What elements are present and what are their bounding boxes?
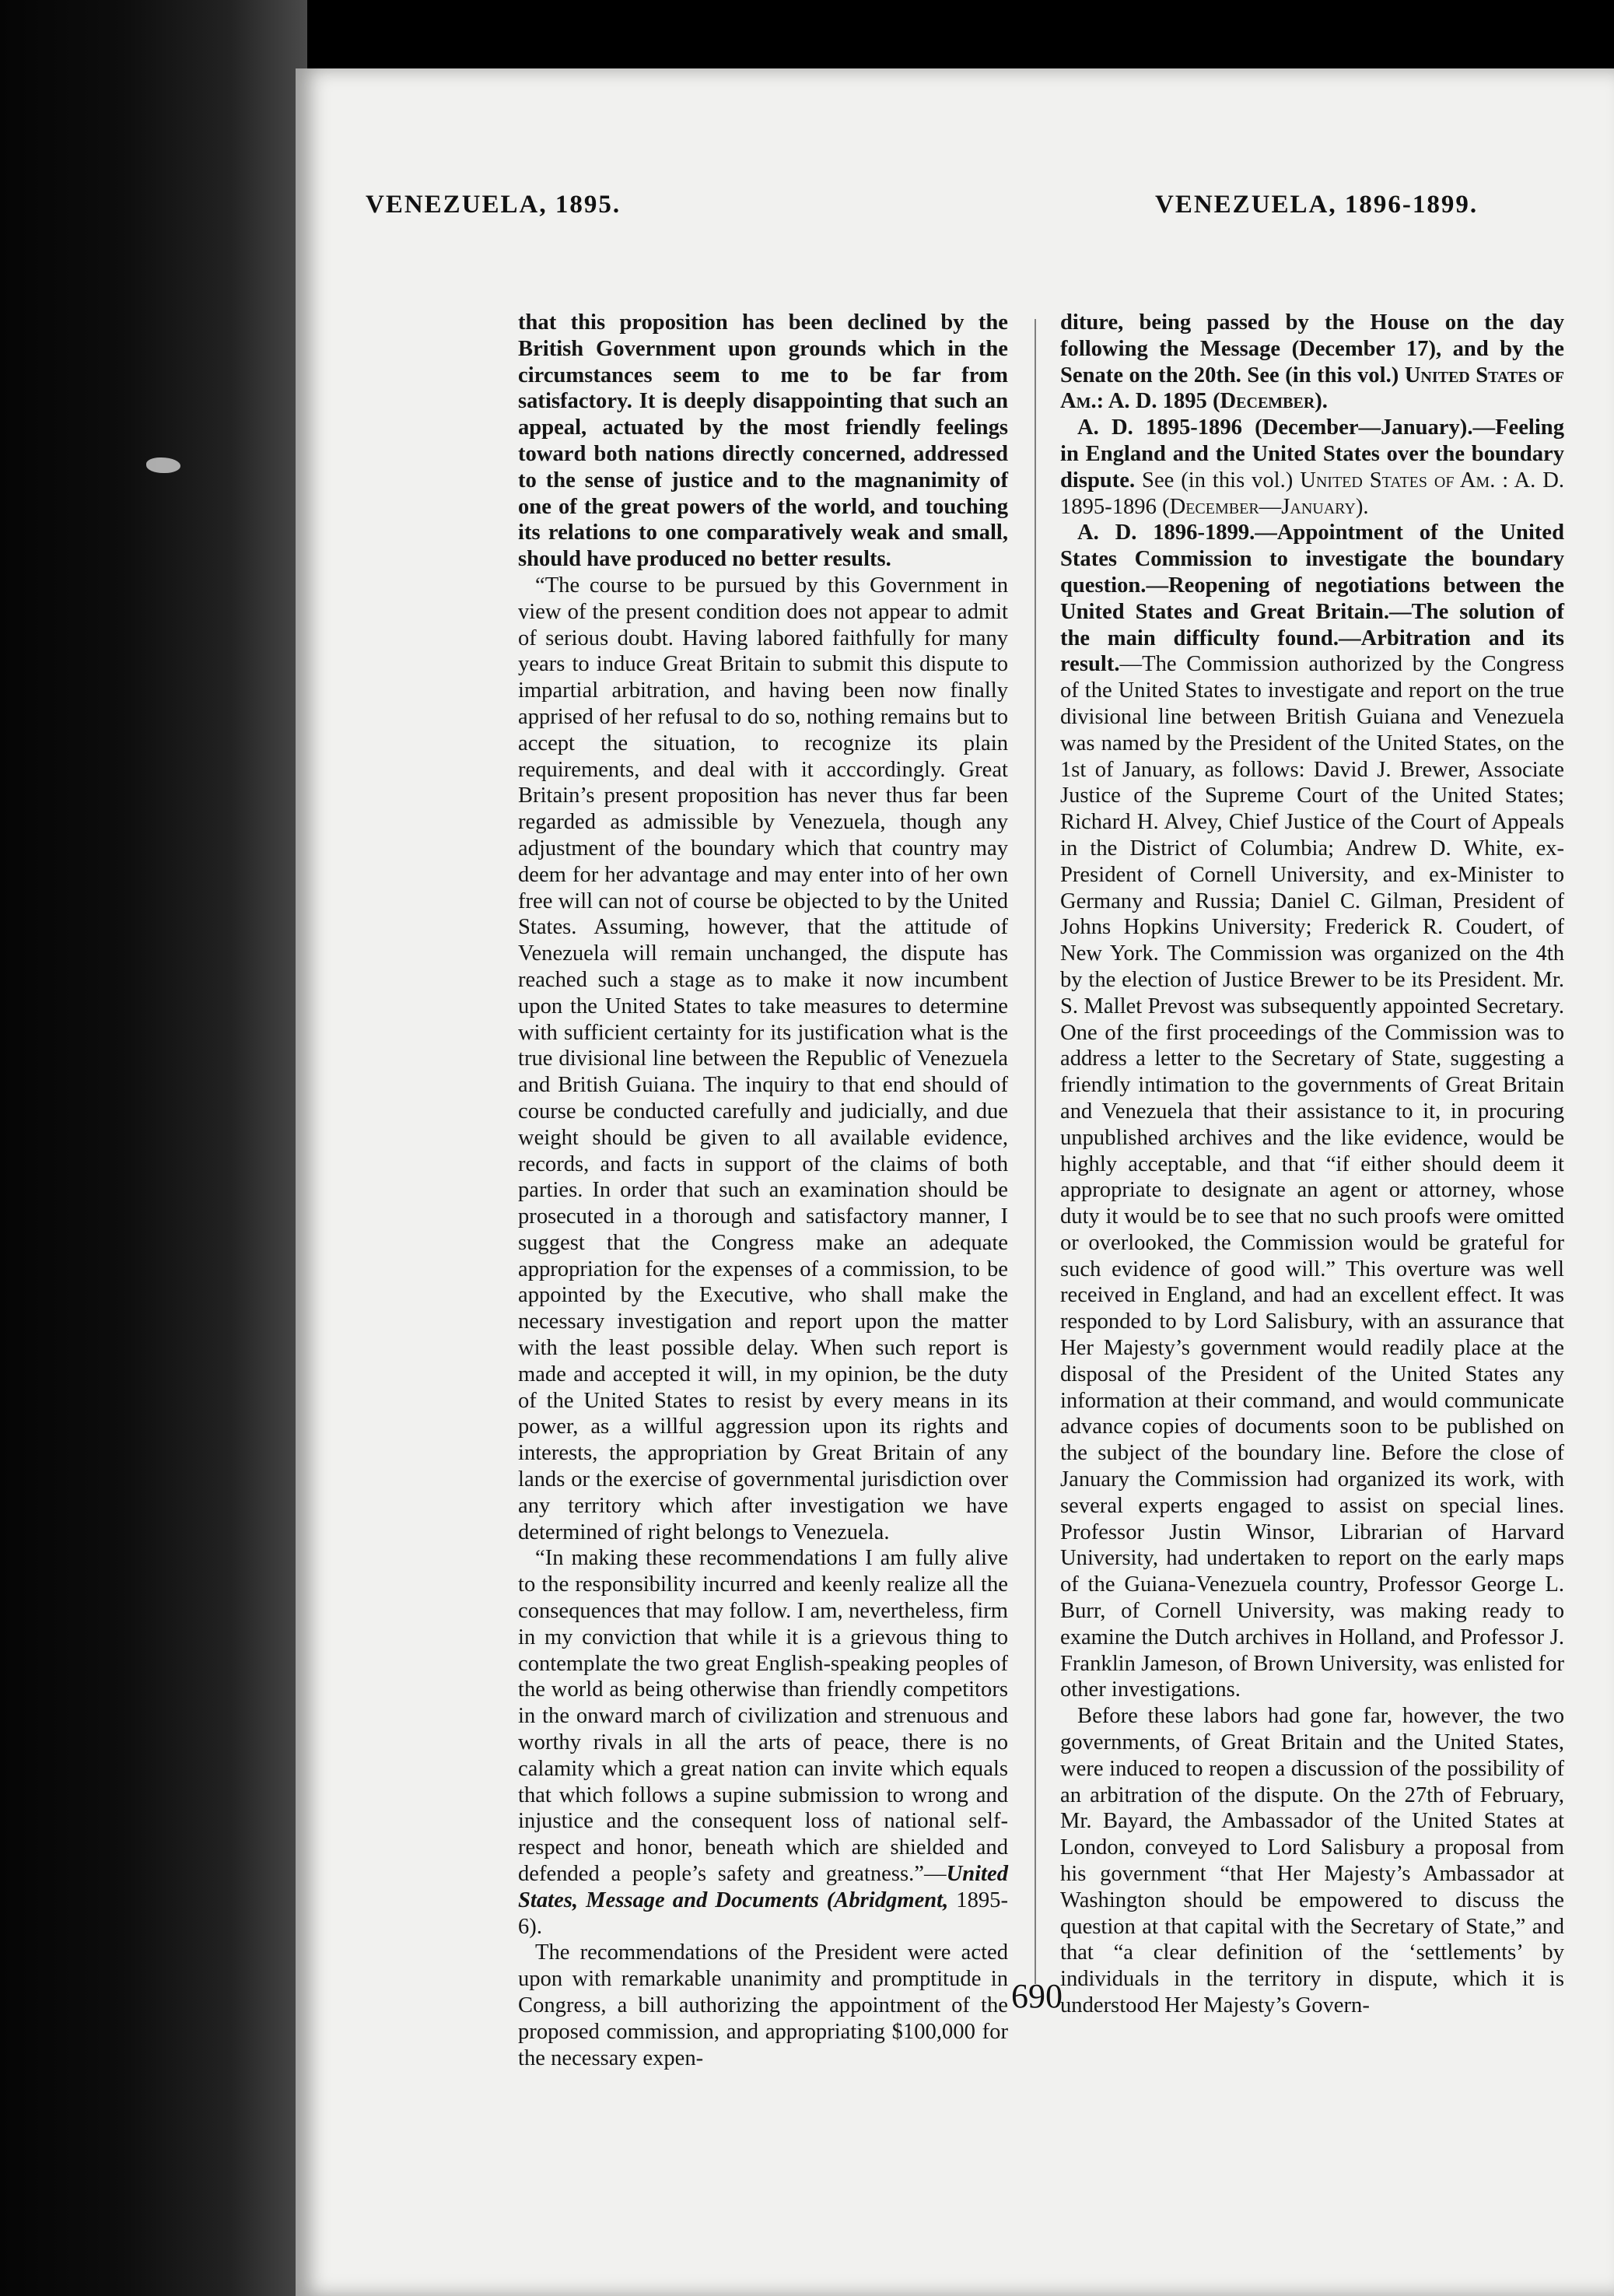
continued-text: diture, being passed by the House on the day following the Message (December 17), and by the Senate on the 20th. See (in this vol.) (1060, 310, 1564, 387)
scan-dark-margin (0, 0, 307, 2296)
entry (1060, 415, 1564, 520)
citation-source: United States, Message and Documents (Abridgment, (518, 1862, 1008, 1912)
paragraph: Before these labors had gone far, however, the two governments, of Great Britain and the United States, were induced to reopen a discussion of the possibility of an arbitration of the dispute. On the 27th of February, Mr. Bayard, the Ambassador of the United States at London, conveyed to Lord Salisbury a proposal from his government “that Her Majesty’s Ambassador at Washington should be empowered to discuss the question at that capital with the Secretary of State,” and that “a clear definition of the ‘settlements’ by individuals in the territory in dispute, which it is understood Her Majesty’s Govern- (1060, 1704, 1564, 2017)
paragraph: “The course to be pursued by this Government in view of the present condition does not appear to admit of serious doubt. Having labored faithfully for many years to induce Great Britain to submit this dispute to impartial arbitration, and having been now finally apprised of her refusal to do so, nothing remains but to accept the situation, to recognize its plain requirements, and deal with it acccordingly. Great Britain’s present proposition has never thus far been regarded as admissible by Venezuela, though any adjustment of the boundary which that country may deem for her advantage and may enter into of her own free will can not of course be objected to by the United States. Assuming, however, that the attitude of Venezuela will remain unchanged, the dispute has reached such a stage as to make it now incumbent upon the United States to take measures to determine with sufficient certainty for its justification what is the true divisional line between the Republic of Venezuela and British Guiana. The inquiry to that end should of course be conducted carefully and judicially, and due weight should be given to all available evidence, records, and facts in support of the claims of both parties. In order that such an examination should be prosecuted in a thorough and satisfactory manner, I suggest that the Congress make an adequate appropriation for the expenses of a commission, to be appointed by the Executive, who shall make the necessary investigation and report upon the matter with the least possible delay. When such report is made and accepted it will, in my opinion, be the duty of the United States to resist by every means in its power, as a willful aggression upon its rights and interests, the appropriation by Great Britain of any lands or the exercise of governmental jurisdiction over any territory which after investigation we have determined of right belongs to Venezuela. (518, 573, 1008, 1544)
left-text-column (518, 310, 1009, 2070)
column-divider (1035, 319, 1036, 1984)
paragraph: The recommendations of the President were acted upon with remarkable unanimity and promptitude in Congress, a bill authorizing the appointment of the proposed commission, and appropriating $100,000 for the necessary expen- (518, 1940, 1008, 2070)
paragraph (518, 1545, 1008, 1940)
citation-years: 1895-6). (518, 1888, 1009, 1939)
paragraph (1060, 310, 1564, 415)
cross-reference: United States of Am. : A. D. 1895-1896 (December—January). (1060, 468, 1564, 519)
entry-heading: A. D. 1896-1899.—Appointment of the United States Commission to investigate the boundary question.—Reopening of negotiations between the United States and Great Britain.—The solution of the main difficulty found.—Arbitration and its result. (1060, 521, 1564, 677)
right-text-column (1060, 310, 1564, 2017)
running-header-left: VENEZUELA, 1895. (366, 191, 621, 219)
paragraph: that this proposition has been declined by the British Government upon grounds which in the circumstances seem to me to be far from satisfactory. It is deeply disappointing that such an appeal, actuated by the most friendly feelings toward both nations directly concerned, addressed to the sense of justice and to the magnanimity of one of the great powers of the world, and touching its relations to one comparatively weak and small, should have produced no better results. (518, 310, 1008, 572)
entry-heading: A. D. 1895-1896 (December—January).—Feeling in England and the United States over the boundary dispute. (1060, 415, 1564, 493)
entry (1060, 520, 1564, 1703)
quote-text: “In making these recommendations I am fully alive to the responsibility incurred and keenly realize all the consequences that may follow. I am, nevertheless, firm in my conviction that while it is a grievous thing to contemplate the two great English-speaking peoples of the world as being otherwise than friendly competitors in the onward march of civilization and strenuous and worthy rivals in all the arts of peace, there is no calamity which a great nation can invite which equals that which follows a supine submission to wrong and injustice and the consequent loss of national self-respect and honor, beneath which are shielded and defended a people’s safety and greatness.”— (518, 1546, 1008, 1887)
scan-speck (146, 457, 180, 473)
entry-text: See (in this vol.) (1135, 468, 1301, 493)
entry-text: —The Commission authorized by the Congress of the United States to investigate and report on the true divisional line between British Guiana and Venezuela was named by the President of the United States, on the 1st of January, as follows: David J. Brewer, Associate Justice of the Supreme Court of the United States; Richard H. Alvey, Chief Justice of the Court of Appeals in the District of Columbia; Andrew D. White, ex-President of Cornell University, and ex-Minister to Germany and Russia; Daniel C. Gilman, President of Johns Hopkins University; Frederick R. Coudert, of New York. The Commission was organized on the 4th by the election of Justice Brewer to be its President. Mr. S. Mallet Prevost was subsequently appointed Secretary. One of the first proceedings of the Commission was to address a letter to the Secretary of State, suggesting a friendly intimation to the governments of Great Britain and Venezuela that their assistance to it, in procuring unpublished archives and the like evidence, would be highly acceptable, and that “if either should deem it appropriate to designate an agent or attorney, whose duty it would be to see that no such proofs were omitted or overlooked, the Commission would be grateful for such evidence of good will.” This overture was well received in England, and had an excellent effect. It was responded to by Lord Salisbury, with an assurance that Her Majesty’s government would readily place at the disposal of the President of the United States any information at their command, and would communicate advance copies of documents soon to be published on the subject of the boundary line. Before the close of January the Commission had organized its work, with several experts engaged to assist on special lines. Professor Justin Winsor, Librarian of Harvard University, had undertaken to report on the early maps of the Guiana-Venezuela country, Professor George L. Burr, of Cornell University, was making ready to examine the Dutch archives in Holland, and Professor J. Franklin Jameson, of Brown University, was enlisted for other investigations. (1060, 652, 1564, 1702)
page-number: 690 (1011, 1977, 1063, 2015)
cross-reference: United States of Am.: A. D. 1895 (December). (1060, 363, 1564, 414)
running-header-right: VENEZUELA, 1896-1899. (1155, 191, 1479, 219)
